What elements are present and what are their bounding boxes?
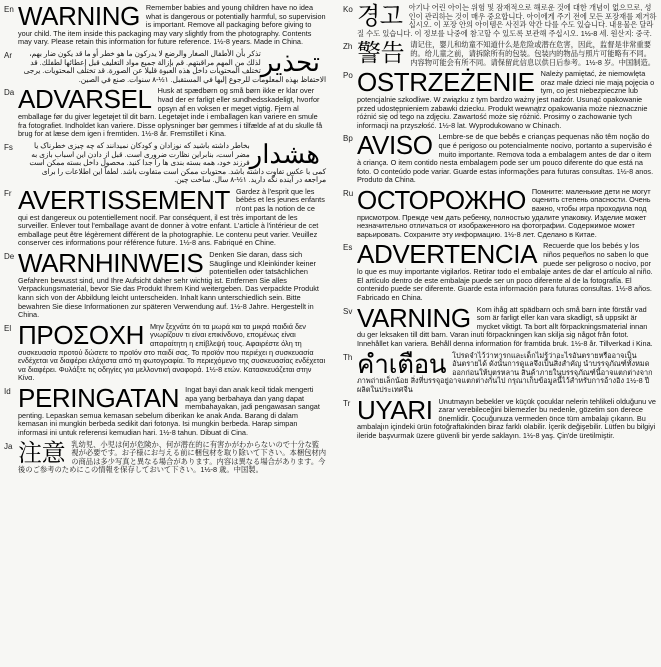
warning-entry-id xyxy=(4,382,326,438)
warning-text: Recuerde que los bebés y los niños pequeños no saben lo que puede ser peligroso o nocivo, por lo que es muy importante vigilarlos. Retirar todo el embalaje antes de dar el artículo al niño. El artículo dentro de este embalaje puede ser un poco diferente al de la fotografía. El contenido puede ser diferente. Guarde esta información para futuras consultas. 1½-8 años. Fabricado en China. xyxy=(357,241,653,302)
warning-heading: คำเตือน xyxy=(357,348,447,379)
warning-entry-en xyxy=(4,1,326,47)
warning-text: Μην ξεχνάτε ότι τα μωρά και τα μικρά παιδιά δεν γνωρίζουν τι είναι επικίνδυνο, επομένως είναι απαραίτητη η επίβλεψή τους. Αφαιρέστε όλη τη συσκευασία προτού δώσετε το προϊόν στο παιδί σας. Το προϊόν που περιέχει η συσκευασία ενδέχεται να διαφέρει ελάχιστα από τη φωτογραφία. Το περιεχόμενο της συσκευασίας ενδέχεται να διαφέρει. Φυλάξτε τις οδηγίες για μελλοντική αναφορά. 1½-8 ετών. Κατασκευάζεται στην Κίνα. xyxy=(18,321,326,383)
warning-heading: PERINGATAN xyxy=(18,382,180,413)
warning-heading: ΠΡΟΣΟΧΗ xyxy=(18,319,144,350)
warning-text: Remember babies and young children have no idea what is dangerous or potentially harmful, so supervision is important. Remove all packaging before giving to your child. The item inside this packaging may vary slightly from the photography. Contents may vary. Please retain this information for future reference. 1½-8 years. Made in China. xyxy=(18,3,326,47)
warning-text: โปรดจำไว้ว่าทารกและเด็กไม่รู้ว่าอะไรอันตรายหรืออาจเป็นอันตรายได้ ดังนั้นการดูแลจึงเป็นสิ่งสำคัญ นำบรรจุภัณฑ์ทั้งหมดออกก่อนให้บุตรหลาน สินค้าภายในบรรจุภัณฑ์นี้อาจแตกต่างจากภาพถ่ายเล็กน้อย สิ่งที่บรรจุอยู่อาจแตกต่างกันไป กรุณาเก็บข้อมูลนี้ไว้สำหรับการอ้างอิง 1½-8 ปี ผลิตในประเทศจีน xyxy=(357,350,653,394)
warning-text: Unutmayın bebekler ve küçük çocuklar nelerin tehlikeli olduğunu ve zarar verebileceğini bilemezler bu nedenle, gözetim son derece önemlidir. Çocuğunuza vermeden önce tüm ambalajı çıkarın. Bu ambalajın içindeki ürün fotoğraftakinden biraz farklı olabilir. İçerik değişebilir. Lütfen bu bilgiyi ileride başvurmak üzere güvenli bir yerde saklayın. 1½-8 yaş. Çin'de üretilmiştir. xyxy=(357,396,656,440)
warning-heading: ОСТОРОЖНО xyxy=(357,184,526,215)
language-code: Ru xyxy=(343,188,354,198)
warning-text: Denken Sie daran, dass sich Säuglinge und Kleinkinder keiner potentiellen oder tatsächlichen Gefahren bewusst sind, und Ihre Aufsicht daher sehr wichtig ist. Entfernen Sie alles Verpackungsmaterial, bevor Sie das Produkt Ihrem Kind weitergeben. Das verpackte Produkt kann sich von der Abbildung leicht unterscheiden. Inhalt kann unterschiedlich sein. Bitte bewahren Sie diese Informationen zur späteren Verwendung auf. 1½-8 Jahre. Hergestellt in China. xyxy=(18,250,319,320)
language-code: Zh xyxy=(343,42,353,52)
warning-heading: ADVARSEL xyxy=(18,84,152,115)
language-code: Fs xyxy=(4,142,13,152)
warning-heading: AVERTISSEMENT xyxy=(18,184,230,215)
warning-entry-ja xyxy=(4,438,327,475)
warning-text: 乳幼児、小児は何が危険か、何が潜在的に有害かがわからないので十分な監視が必要です。お子様にお与える前に梱包材を取り除いて下さい。本梱包材内の商品は多少写真と異なる場合があります。内容は異なる場合があります。今後のご参考のためにこの情報を保存しておいて下さい。1½-8 歳。中国製。 xyxy=(18,439,327,475)
warning-entry-zh xyxy=(343,41,657,67)
language-code: Es xyxy=(343,243,353,253)
warning-entry-es xyxy=(343,239,657,302)
warning-heading: VARNING xyxy=(357,302,471,333)
warning-entry-de xyxy=(4,248,326,320)
left-column xyxy=(4,1,327,478)
warning-entry-fs xyxy=(4,138,326,185)
language-code: Th xyxy=(343,352,353,362)
warning-entry-da xyxy=(4,84,326,139)
warning-heading: ADVERTENCIA xyxy=(357,239,538,270)
warning-entry-fr xyxy=(4,184,326,248)
language-code: Fr xyxy=(4,188,12,198)
warning-text: Należy pamiętać, że niemowlęta oraz małe dzieci nie mają pojęcia o tym, co jest niebezpieczne lub potencjalnie szkodliwe. W związku z tym bardzo ważny jest nadzór. Usunąć opakowanie przed udostępnieniem zabawki dziecku. Produkt wewnątrz opakowania może nieznacznie różnić się od tego na zdjęciu. Zawartość może się różnić. Prosimy o zachowanie tych informacji na przyszłość. 1½-8 lat. Wyprodukowano w Chinach. xyxy=(357,69,655,130)
warning-text: بخاطر داشته باشید که نوزادان و کودکان نمیدانند که چه چیزی خطرناک یا مضر است، بنابراین نظارت ضروری است. قبل از دادن این اسباب بازی به فرزند خود، همه بسته بندی ها را جدا کنید. محصول داخل بسته ممکن است کمی با عکس تفاوت داشته باشد. محتویات ممکن است متفاوت باشد. لطفاً این اطلاعات را برای مراجعه در آینده نگه دارید. ١½-٨ سال. ساخت چین. xyxy=(29,140,326,185)
warning-text: Ingat bayi dan anak kecil tidak mengerti apa yang berbahaya dan yang dapat membahayakan, jadi pengawasan sangat penting. Lepaskan semua kemasan sebelum diberikan ke anak Anda. Barang di dalam kemasan ini mungkin berbeda sedikit dari fotonya. Isi mungkin berbeda. Harap simpan informasi ini untuk referensi kemudian hari. 1½-8 tahun. Dibuat di Cina. xyxy=(18,384,320,437)
warning-text: Помните: маленькие дети не могут оценить степень опасности. Очень важно, чтобы игра проходила под присмотром. Прежде чем дать ребенку, полностью удалите упаковку. Изделие может незначительно отличаться от изображенного на фотографии. Содержимое может варьировать. Сохраните эту информацию. 1½-8 лет. Сделано в Китае. xyxy=(357,186,651,239)
language-code: Ja xyxy=(4,441,13,451)
warning-heading: هشدار xyxy=(249,138,320,169)
language-code: Ko xyxy=(343,5,353,14)
language-code: De xyxy=(4,252,15,262)
language-code: Tr xyxy=(343,398,351,408)
warning-heading: تحذير xyxy=(260,46,320,77)
language-code: Da xyxy=(4,88,15,98)
language-code: Ar xyxy=(4,50,12,60)
warning-heading: UYARI xyxy=(357,394,433,425)
warning-text: Husk at spædbørn og små børn ikke er klar over hvad der er farligt eller sundhedsskadeligt, hvorfor opsyn af en voksen er meget vigtig. Fjern al emballage før du giver legetøjet til dit barn. Legetøjet inde i emballagen kan variere en smule fra fotografiet. Indholdet kan variere. Disse oplysninger bør gemmes i tilfælde af at du skulle få brug for at læse dem igen i fremtiden. 1½-8 år. Fremstillet i Kina. xyxy=(18,86,323,139)
warning-heading: 警告 xyxy=(357,39,405,68)
warning-text: Lembre-se de que bebês e crianças pequenas não têm noção do que é perigoso ou potencialmente nocivo, portanto a supervisão é muito importante. Remova toda a embalagem antes de dar o item à criança. O item contido nesta embalagem pode ser um pouco diferente do que está na foto. O conteúdo pode variar. Guarde estas informações para futuras consultas. 1½-8 anos. Produto da China. xyxy=(357,132,654,185)
warning-entry-po xyxy=(343,67,657,130)
warning-text: Kom ihåg att spädbarn och små barn inte förstår vad som är farligt eller kan vara skadligt, så uppsikt är mycket viktigt. Ta bort allt förpackningsmaterial innan du ger leksaken till ditt barn. Varan inuti förpackningen kan skilja sig något från fotot. Innehållet kan variera. Behåll denna information för framtida bruk. 1½-8 år. Tillverkad i Kina. xyxy=(357,304,653,348)
warning-text: 请记住，婴儿和幼童不知道什么是危险或潜在危害，因此，监督是非常重要的。给儿童之前，请拆除所有的包装。包装内的物品与照片可能略有不同。内容物可能会有所不同。请保留此信息以供日后参考。1½-8 岁。中国制造。 xyxy=(410,40,656,67)
warning-entry-ru xyxy=(343,184,657,240)
warning-heading: OSTRZEŻENIE xyxy=(357,67,535,98)
warning-heading: WARNHINWEIS xyxy=(18,248,204,279)
language-code: Bp xyxy=(343,134,353,144)
language-code: Id xyxy=(4,386,11,396)
warning-heading: WARNING xyxy=(18,1,140,31)
warning-entry-tr xyxy=(343,394,657,441)
warning-text: تذكر بأن الأطفال الصغار والرضع لا يدركون ما هو خطر أو ما قد يكون ضار بهم، لذلك من المهم مراقبتهم. قم بإزالة جميع مواد التغليف قبل إعطائها لطفلك. قد تختلف المحتويات داخل هذه العبوة قليلا عن الصورة. قد تختلف المحتويات. يرجى الاحتفاظ بهذه المعلومات للرجوع إليها في المستقبل. ١½-٨ سنوات. صنع في الصين. xyxy=(23,48,326,84)
warning-text: Gardez à l'esprit que les bébés et les jeunes enfants n'ont pas la notion de ce qui est dangereux ou potentiellement nocif. Par conséquent, il est très important de les surveiller. Enlever tout l'emballage avant de donner à votre enfant. L'article à l'intérieur de cet emballage peut être légèrement différent de la photographie. Le contenu peut varier. Veuillez conserver ces informations pour référence future. 1½-8 ans. Fabriqué en Chine. xyxy=(18,186,325,248)
warning-entry-sv xyxy=(343,302,657,349)
warning-entry-th xyxy=(343,348,657,395)
language-code: Sv xyxy=(343,306,353,316)
language-code: Po xyxy=(343,71,353,81)
warning-heading: 注意 xyxy=(18,438,66,467)
language-code: En xyxy=(4,5,14,14)
warning-entry-bp xyxy=(343,130,657,185)
warning-entry-ar xyxy=(4,46,326,84)
warning-heading: AVISO xyxy=(357,130,433,161)
language-code: El xyxy=(4,323,12,333)
right-column xyxy=(343,4,657,444)
warning-heading: 경고 xyxy=(357,2,403,30)
warning-text: 아기나 어린 아이는 위험 및 잠재적으로 해로운 것에 대한 개념이 없으므로, 성인이 관리하는 것이 매우 중요합니다. 아이에게 주기 전에 모든 포장재를 제거하십시오. 이 포장 안의 아이템은 사진과 약간 다를 수도 있습니다. 내용물은 달라질 수도 있습니다. 이 정보를 나중에 참고할 수 있도록 보관해 주십시오. 1½-8 세. 원산지: 중국. xyxy=(357,3,657,38)
warning-entry-ko xyxy=(343,4,657,38)
warning-entry-el xyxy=(4,319,326,383)
